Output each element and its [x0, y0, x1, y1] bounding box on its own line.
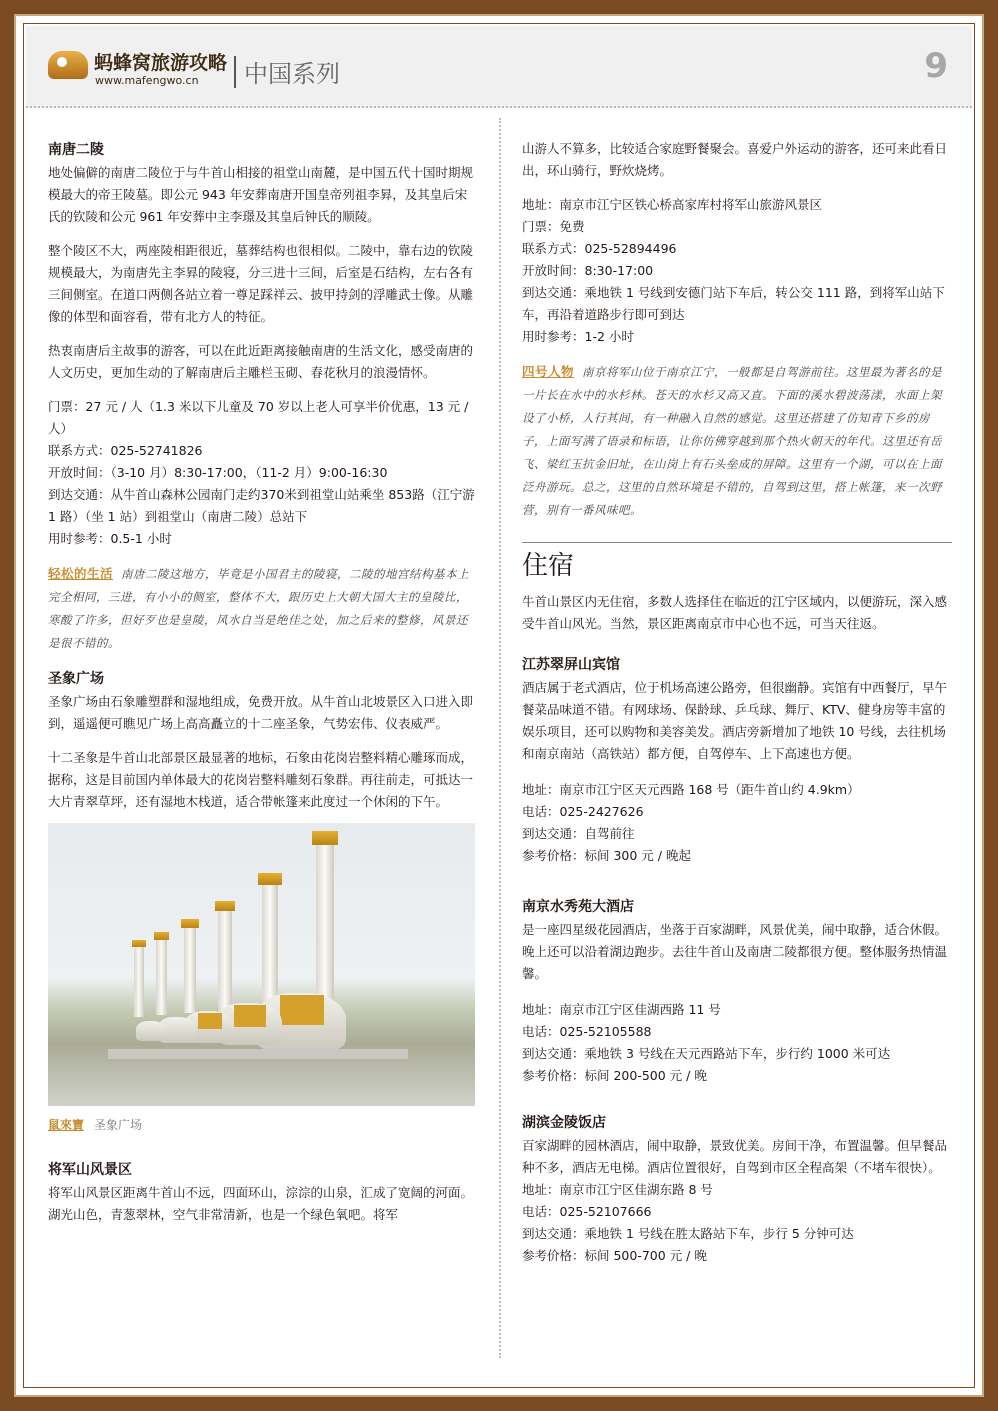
hotel-price: 参考价格：标间 300 元 / 晚起 — [522, 848, 691, 863]
info-hours: 开放时间：（3-10 月）8:30-17:00，（11-2 月）9:00-16:30 — [48, 465, 388, 480]
paragraph: 整个陵区不大，两座陵相距很近，墓葬结构也很相似。二陵中，靠右边的钦陵规模最大，为南唐先主李昪的陵寝，分三进十三间，后室是石结构，左右各有三间侧室。在道口两侧各站立着一尊足踩祥云、披甲持剑的浮雕武士像。从雕像的体型和面容看，带有北方人的特征。 — [48, 243, 474, 324]
hotel-address: 地址：南京市江宁区天元西路 168 号（距牛首山约 4.9km） — [522, 782, 860, 797]
hotel-description: 百家湖畔的园林酒店，闹中取静，景致优美。房间干净，布置温馨。但早餐品种不多，酒店无电梯。酒店位置很好，自驾到市区全程高架（不堵车很快）。 — [522, 1138, 948, 1175]
paragraph: 将军山风景区距离牛首山不远，四面环山，淙淙的山泉，汇成了宽阔的河面。湖光山色，青葱翠林，空气非常清新，也是一个绿色氧吧。将军 — [48, 1185, 474, 1222]
page-number: 9 — [924, 46, 948, 86]
hotel-name: 南京水秀苑大酒店 — [522, 899, 634, 915]
photo-credit-link[interactable]: 鼠來寶 — [48, 1118, 85, 1132]
note-text: 南京将军山位于南京江宁，一般都是自驾游前往。这里最为著名的是一片长在水中的水杉林。苍天的水杉又高又直。下面的溪水碧波荡漾，水面上架设了小桥，人行其间，有一种融入自然的感觉。这里还搭建了仿知青下乡的房子，上面写满了语录和标语，让你仿佛穿越到那个热火朝天的年代。这里还有岳飞、梁红玉抗金旧址，在山岗上有石头垒成的屏障。这里有一个湖，可以在上面泛舟游玩。总之，这里的自然环境是不错的，自驾到这里，搭上帐篷，来一次野营，别有一番风味吧。 — [522, 365, 943, 517]
series-title: 中国系列 — [244, 60, 340, 88]
hotel-transport: 到达交通：乘地铁 3 号线在天元西路站下车，步行约 1000 米可达 — [522, 1046, 891, 1061]
traveler-note — [48, 562, 475, 655]
hotel-phone: 电话：025-52107666 — [522, 1204, 652, 1219]
bird-logo-icon — [48, 51, 88, 79]
section-title-jiangjunshan: 将军山风景区 — [48, 1162, 132, 1178]
note-text: 南唐二陵这地方，毕竟是小国君主的陵寝，二陵的地宫结构基本上完全相同，三进，有小小的侧室，整体不大，跟历史上大朝大国大主的皇陵比，寒酸了许多，但好歹也是皇陵，风水自当是绝佳之处，加之后来的整修，风景还是很不错的。 — [48, 567, 470, 650]
header-divider — [234, 56, 236, 88]
info-hours: 开放时间：8:30-17:00 — [522, 263, 654, 278]
left-column — [48, 138, 475, 1226]
info-address: 地址：南京市江宁区铁心桥高家库村将军山旅游风景区 — [522, 197, 823, 212]
lodging-heading: 住宿 — [522, 542, 952, 585]
photo-caption — [48, 1114, 475, 1136]
info-contact: 联系方式：025-52894496 — [522, 241, 677, 256]
section-title-nantang: 南唐二陵 — [48, 142, 104, 158]
hotel-phone: 电话：025-52105588 — [522, 1024, 652, 1039]
hotel-phone: 电话：025-2427626 — [522, 804, 644, 819]
info-transport: 到达交通：从牛首山森林公园南门走约370米到祖堂山站乘坐 853路（江宁游 1 路）（坐 1 站）到祖堂山（南唐二陵）总站下 — [48, 487, 475, 524]
note-author-link[interactable]: 轻松的生活 — [48, 566, 114, 581]
section-title-elephant-square: 圣象广场 — [48, 671, 104, 687]
lodging-intro: 牛首山景区内无住宿，多数人选择住在临近的江宁区域内，以便游玩，深入感受牛首山风光。当然，景区距离南京市中心也不远，可当天往返。 — [522, 594, 948, 631]
hotel-description: 是一座四星级花园酒店，坐落于百家湖畔，风景优美，闹中取静，适合休假。晚上还可以沿着湖边跑步。去往牛首山及南唐二陵都很方便。整体服务热情温馨。 — [522, 922, 948, 981]
note-author-link[interactable]: 四号人物 — [522, 364, 575, 379]
brand-name: 蚂蜂窝旅游攻略 — [94, 52, 228, 74]
hotel-price: 参考价格：标间 500-700 元 / 晚 — [522, 1248, 707, 1263]
hotel-name: 江苏翠屏山宾馆 — [522, 657, 620, 673]
hotel-price: 参考价格：标间 200-500 元 / 晚 — [522, 1068, 707, 1083]
info-ticket: 门票：27 元 / 人（1.3 米以下儿童及 70 岁以上老人可享半价优惠，13 元 / 人） — [48, 399, 469, 436]
hotel-transport: 到达交通：自驾前往 — [522, 826, 635, 841]
info-time: 用时参考：0.5-1 小时 — [48, 531, 172, 546]
paragraph: 十二圣象是牛首山北部景区最显著的地标，石象由花岗岩整料精心雕琢而成，据称，这是目前国内单体最大的花岗岩整料雕刻石象群。再往前走，可抵达一大片青翠草坪，还有湿地木栈道，适合带帐篷来此度过一个休闲的下午。 — [48, 750, 474, 809]
paragraph: 山游人不算多，比较适合家庭野餐聚会。喜爱户外运动的游客，还可来此看日出，环山骑行，野炊烧烤。 — [522, 141, 948, 178]
info-time: 用时参考：1-2 小时 — [522, 329, 634, 344]
column-divider — [499, 118, 501, 1358]
hotel-transport: 到达交通：乘地铁 1 号线在胜太路站下车，步行 5 分钟可达 — [522, 1226, 854, 1241]
brand-url[interactable]: www.mafengwo.cn — [95, 74, 199, 87]
hotel-name: 湖滨金陵饭店 — [522, 1115, 606, 1131]
paragraph: 圣象广场由石象雕塑群和湿地组成，免费开放。从牛首山北坡景区入口进入即到，遥遥便可瞧见广场上高高矗立的十二座圣象，气势宏伟、仪表威严。 — [48, 694, 474, 731]
info-contact: 联系方式：025-52741826 — [48, 443, 203, 458]
caption-text: 圣象广场 — [94, 1118, 143, 1132]
info-ticket: 门票：免费 — [522, 219, 585, 234]
hotel-description: 酒店属于老式酒店，位于机场高速公路旁，但很幽静。宾馆有中西餐厅，早午餐菜品味道不错。有网球场、保龄球、乒乓球、舞厅、KTV、健身房等丰富的娱乐项目，还可以购物和美容美发。酒店旁新增加了地铁 10 号线，去往机场和南京南站（高铁站）都方便，自驾停车、上下高速也方便。 — [522, 680, 948, 761]
page-header — [26, 26, 972, 108]
info-transport: 到达交通：乘地铁 1 号线到安德门站下车后，转公交 111 路，到将军山站下车，再沿着道路步行即可到达 — [522, 285, 945, 322]
paragraph: 地处偏僻的南唐二陵位于与牛首山相接的祖堂山南麓，是中国五代十国时期规模最大的帝王陵墓。即公元 943 年安葬南唐开国皇帝列祖李昪，及其皇后宋氏的钦陵和公元 961 年安葬中主李璟及其皇后钟氏的顺陵。 — [48, 165, 474, 224]
right-column — [522, 138, 952, 1267]
hotel-address: 地址：南京市江宁区佳湖西路 11 号 — [522, 1002, 721, 1017]
elephant-square-photo — [48, 823, 475, 1106]
hotel-address: 地址：南京市江宁区佳湖东路 8 号 — [522, 1182, 713, 1197]
traveler-note — [522, 360, 952, 522]
paragraph: 热衷南唐后主故事的游客，可以在此近距离接触南唐的生活文化，感受南唐的人文历史，更加生动的了解南唐后主雕栏玉砌、春花秋月的浪漫情怀。 — [48, 343, 474, 380]
